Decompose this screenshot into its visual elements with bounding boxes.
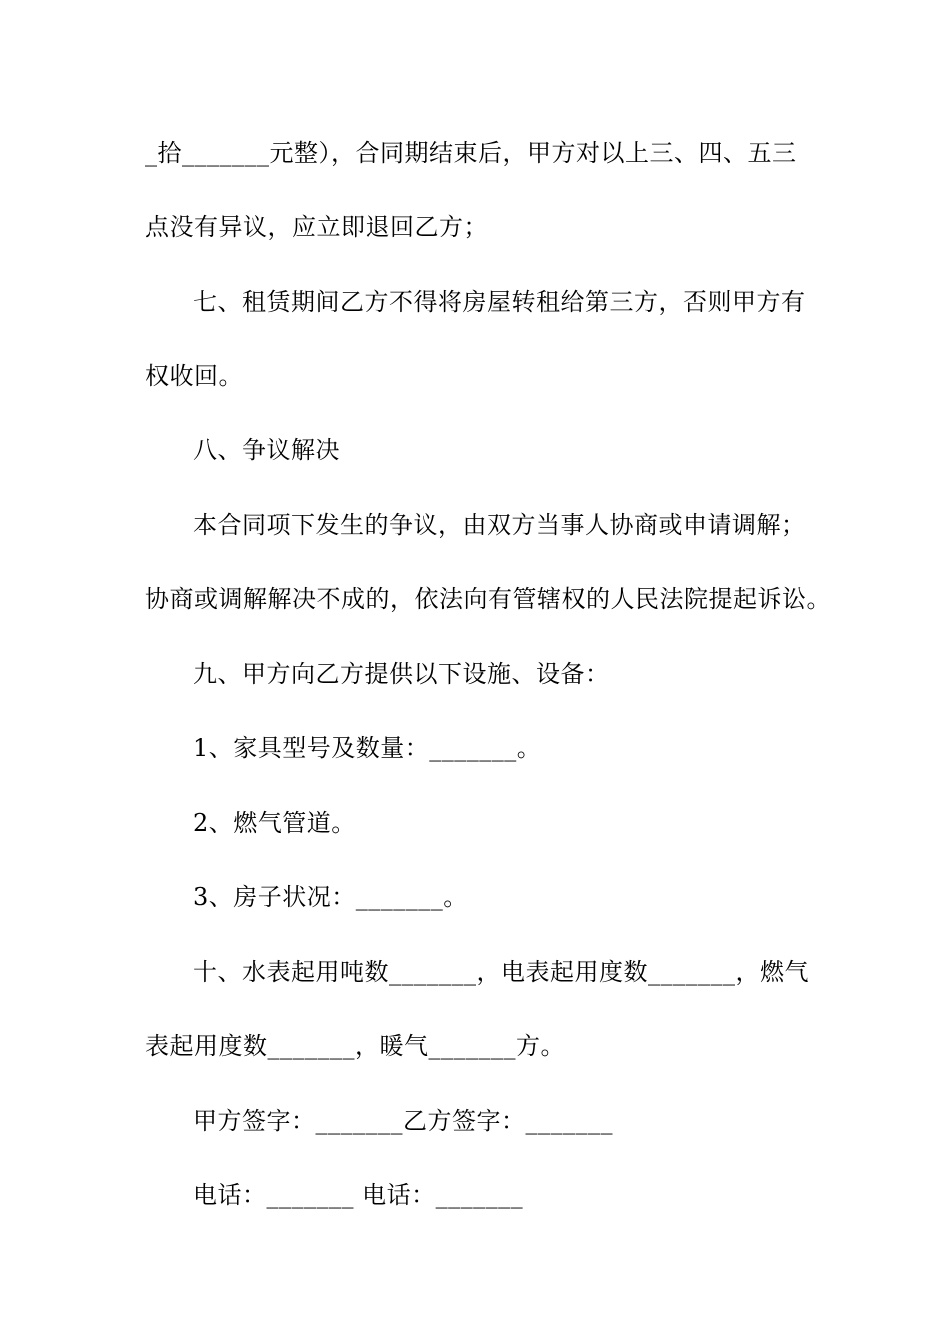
list-item-furniture: 1、家具型号及数量：_______。 xyxy=(193,734,542,762)
text-line-3: 七、租赁期间乙方不得将房屋转租给第三方，否则甲方有 xyxy=(193,288,806,316)
text-line-7: 协商或调解解决不成的，依法向有管辖权的人民法院提起诉讼。 xyxy=(145,585,831,613)
phone-line: 电话：_______ 电话：_______ xyxy=(193,1181,524,1209)
text-line-1: _拾_______元整），合同期结束后，甲方对以上三、四、五三 xyxy=(145,139,797,167)
text-line-4: 权收回。 xyxy=(145,362,243,390)
section-heading-dispute: 八、争议解决 xyxy=(193,436,340,464)
signature-line: 甲方签字：_______乙方签字：_______ xyxy=(193,1107,613,1135)
text-line-6: 本合同项下发生的争议，由双方当事人协商或申请调解； xyxy=(193,511,806,539)
section-heading-facilities: 九、甲方向乙方提供以下设施、设备： xyxy=(193,660,610,688)
list-item-house-condition: 3、房子状况：_______。 xyxy=(193,883,468,911)
text-line-13: 表起用度数_______，暖气_______方。 xyxy=(145,1032,565,1060)
text-line-12: 十、水表起用吨数_______，电表起用度数_______，燃气 xyxy=(193,958,809,986)
list-item-gas-pipe: 2、燃气管道。 xyxy=(193,809,356,837)
text-line-2: 点没有异议，应立即退回乙方； xyxy=(145,213,488,241)
